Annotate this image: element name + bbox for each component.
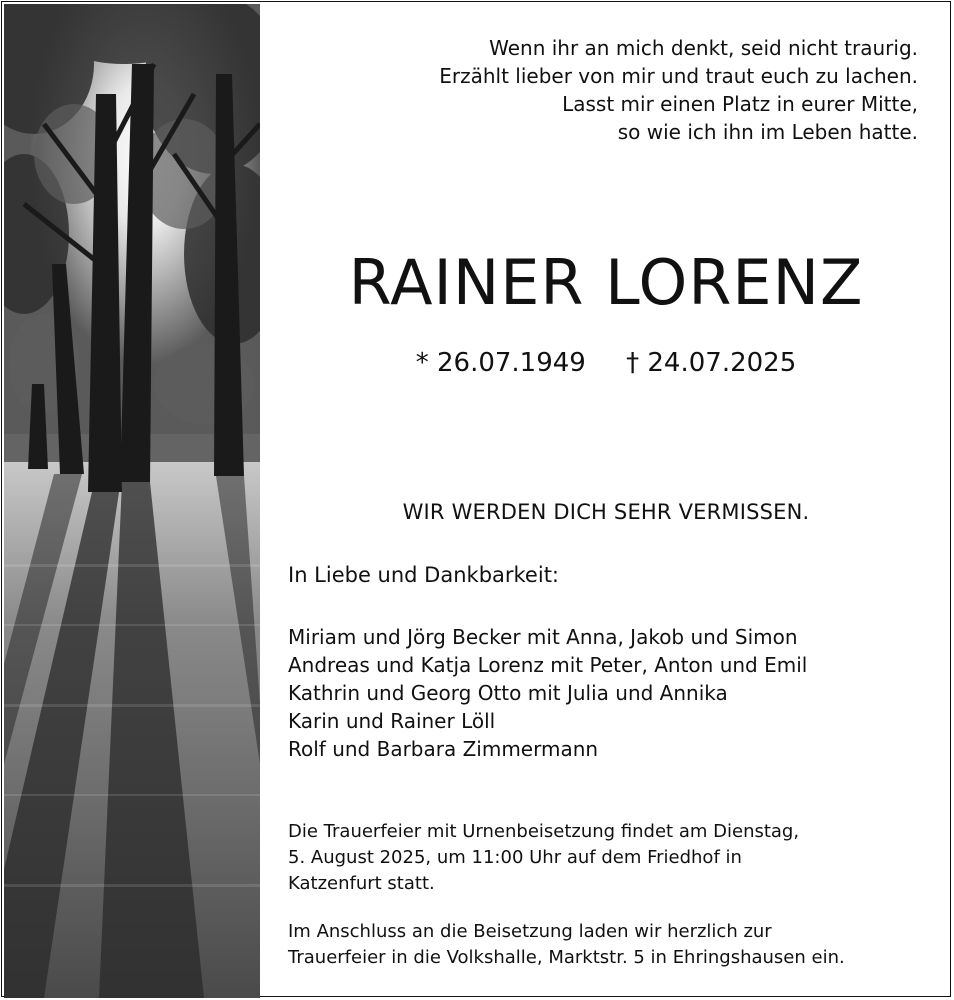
gratitude-heading: In Liebe und Dankbarkeit: — [288, 563, 560, 587]
deceased-name: RAINER LORENZ — [348, 246, 864, 319]
ceremony-line: Die Trauerfeier mit Urnenbeisetzung findet am Dienstag, — [288, 821, 800, 842]
reception-line: Trauerfeier in die Volkshalle, Marktstr. 5 in Ehringshausen ein. — [288, 947, 845, 968]
reception-info — [288, 919, 845, 971]
ceremony-info — [288, 819, 799, 897]
birth-date: * 26.07.1949 — [415, 348, 586, 378]
farewell-line: WIR WERDEN DICH SEHR VERMISSEN. — [402, 500, 810, 524]
life-dates — [260, 348, 952, 378]
quote-line: Erzählt lieber von mir und traut euch zu lachen. — [439, 64, 918, 88]
park-trees-photo — [4, 4, 260, 998]
family-member: Kathrin und Georg Otto mit Julia und Annika — [288, 681, 728, 705]
obituary-frame — [1, 1, 951, 997]
quote-line: so wie ich ihn im Leben hatte. — [617, 120, 918, 144]
family-member: Rolf und Barbara Zimmermann — [288, 737, 599, 761]
memorial-quote — [439, 34, 918, 146]
ceremony-line: 5. August 2025, um 11:00 Uhr auf dem Friedhof in — [288, 847, 742, 868]
family-list — [288, 623, 807, 763]
death-date: † 24.07.2025 — [626, 348, 797, 378]
family-member: Karin und Rainer Löll — [288, 709, 496, 733]
reception-line: Im Anschluss an die Beisetzung laden wir herzlich zur — [288, 921, 772, 942]
ceremony-line: Katzenfurt statt. — [288, 873, 435, 894]
family-member: Andreas und Katja Lorenz mit Peter, Anton und Emil — [288, 653, 808, 677]
obituary-content — [260, 4, 952, 998]
quote-line: Wenn ihr an mich denkt, seid nicht traurig. — [489, 36, 918, 60]
quote-line: Lasst mir einen Platz in eurer Mitte, — [562, 92, 918, 116]
family-member: Miriam und Jörg Becker mit Anna, Jakob und Simon — [288, 625, 798, 649]
